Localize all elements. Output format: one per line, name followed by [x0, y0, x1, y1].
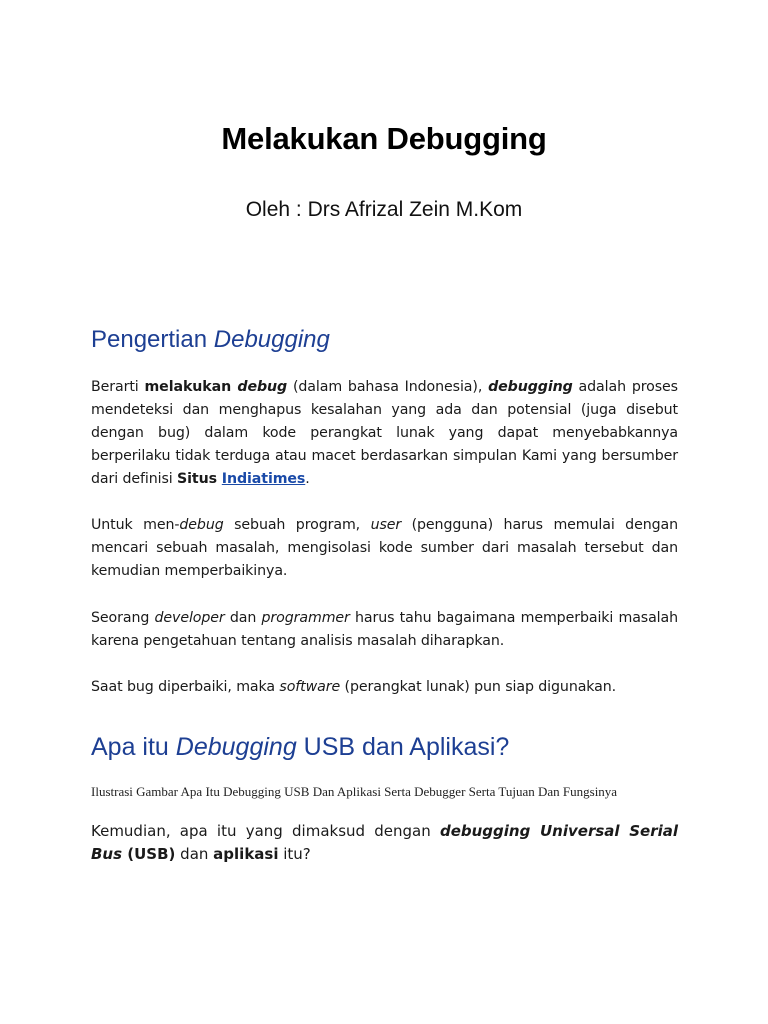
text-run: Saat bug diperbaiki, maka: [91, 679, 280, 695]
text-run-bold: Situs: [177, 471, 222, 487]
text-run: dan: [175, 845, 214, 863]
text-run-italic: software: [279, 679, 341, 695]
section-heading-usb: [91, 733, 509, 762]
text-run-italic: programmer: [261, 610, 350, 626]
paragraph-debug-steps: [91, 514, 678, 583]
author-line: Oleh : Drs Afrizal Zein M.Kom: [245, 198, 523, 221]
text-run-italic: user: [370, 517, 402, 533]
document-title: Melakukan Debugging: [221, 121, 547, 156]
text-run: sebuah program,: [223, 517, 371, 533]
text-run: Untuk men-: [91, 517, 180, 533]
section-heading-pengertian: [91, 326, 330, 354]
text-run-bold-italic: debug: [237, 379, 288, 395]
text-run-bold-italic: debugging Universal Serial Bus: [91, 822, 678, 863]
indiatimes-link[interactable]: Indiatimes: [221, 471, 306, 487]
heading-text: USB dan Aplikasi?: [296, 733, 510, 761]
text-run-italic: debug: [179, 517, 224, 533]
heading-text: Pengertian: [91, 326, 214, 353]
image-caption: Ilustrasi Gambar Apa Itu Debugging USB Dan Aplikasi Serta Debugger Serta Tujuan Dan Fungsinya: [91, 784, 618, 799]
paragraph-definition: [91, 376, 678, 491]
text-run-bold: melakukan: [144, 379, 238, 395]
text-run: .: [305, 471, 310, 487]
text-run-italic: developer: [154, 610, 225, 626]
heading-italic-text: Debugging: [213, 326, 330, 353]
paragraph-usb-question: [91, 820, 678, 866]
text-run: harus tahu bagaimana memperbaiki masalah karena pengetahuan tentang analisis masalah diharapkan.: [91, 610, 678, 649]
paragraph-software-ready: [91, 676, 678, 699]
text-run: adalah proses mendeteksi dan menghapus kesalahan yang ada dan potensial (juga disebut dengan bug) dalam kode perangkat lunak yang dapat menyebabkannya berperilaku tidak terduga atau macet berdasarkan simpulan Kami yang bersumber dari definisi: [91, 379, 678, 487]
text-run-bold-italic: debugging: [488, 379, 573, 395]
text-run: Kemudian, apa itu yang dimaksud dengan: [91, 822, 440, 840]
text-run: (perangkat lunak) pun siap digunakan.: [340, 679, 617, 695]
paragraph-developer: [91, 607, 678, 653]
text-run: Seorang: [91, 610, 155, 626]
heading-italic-text: Debugging: [175, 733, 297, 761]
heading-text: Apa itu: [91, 733, 176, 761]
text-run: itu?: [278, 845, 311, 863]
text-run-bold: aplikasi: [213, 845, 279, 863]
text-run: Berarti: [91, 379, 145, 395]
text-run: dan: [224, 610, 262, 626]
text-run-bold: (USB): [122, 845, 176, 863]
text-run: (pengguna) harus memulai dengan mencari sebuah masalah, mengisolasi kode sumber dari masalah tersebut dan kemudian memperbaikinya.: [91, 517, 678, 579]
text-run: (dalam bahasa Indonesia),: [287, 379, 489, 395]
